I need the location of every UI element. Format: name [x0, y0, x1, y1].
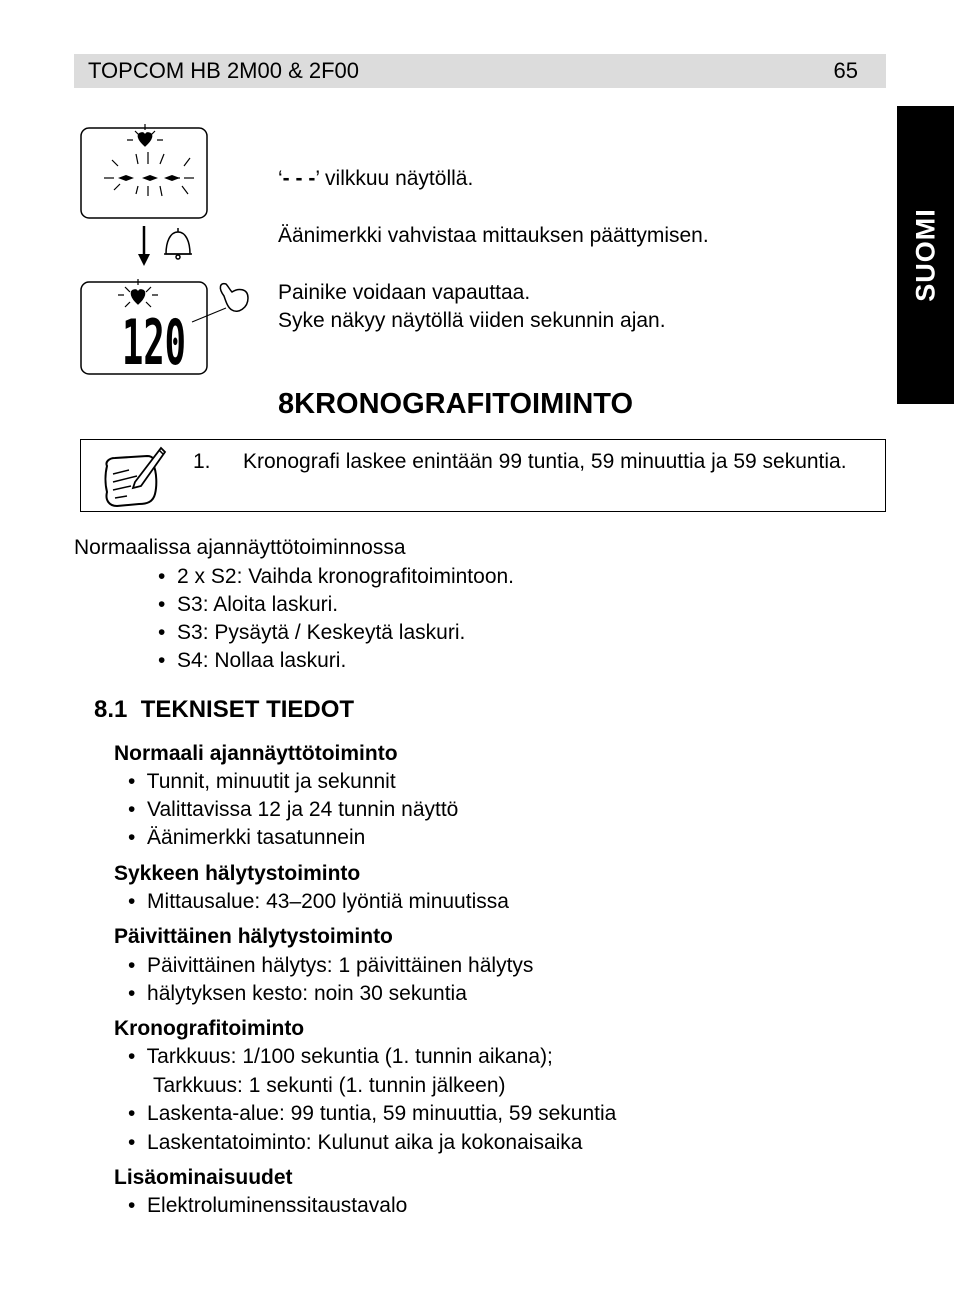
spec-item: • Laskenta-alue: 99 tuntia, 59 minuuttia, 59 sekuntia — [128, 1102, 617, 1125]
spec-item-continuation: Tarkkuus: 1 sekunti (1. tunnin jälkeen) — [153, 1074, 506, 1097]
intro-text: Normaalissa ajannäyttötoiminnossa — [74, 536, 406, 559]
step-blink-text: ‘- - -’ vilkkuu näytöllä. — [278, 167, 474, 190]
display-reading: 120 — [122, 306, 186, 379]
subsection-heading: 8.1 TEKNISET TIEDOT — [94, 696, 355, 723]
note-number: 1. — [193, 450, 211, 473]
language-tab-label: SUOMI — [910, 208, 940, 302]
spec-heading: Sykkeen hälytystoiminto — [114, 862, 361, 885]
spec-heading: Lisäominaisuudet — [114, 1166, 293, 1189]
spec-item: • Äänimerkki tasatunnein — [128, 826, 366, 849]
list-item: • S4: Nollaa laskuri. — [158, 649, 347, 672]
note-box — [80, 439, 886, 512]
list-item: • 2 x S2: Vaihda kronografitoimintoon. — [158, 565, 515, 588]
finger-icon — [220, 284, 248, 312]
heart-rate-display-illustration — [78, 118, 258, 380]
spec-item: • Valittavissa 12 ja 24 tunnin näyttö — [128, 798, 459, 821]
step-beep-text: Äänimerkki vahvistaa mittauksen päättymisen. — [278, 224, 709, 247]
spec-item: • Tunnit, minuutit ja sekunnit — [128, 770, 396, 793]
spec-item: • hälytyksen kesto: noin 30 sekuntia — [128, 982, 467, 1005]
header-title: TOPCOM HB 2M00 & 2F00 — [88, 58, 360, 83]
note-text: Kronografi laskee enintään 99 tuntia, 59 minuuttia ja 59 sekuntia. — [243, 450, 847, 473]
blinking-dashes-icon — [104, 152, 194, 196]
spec-heading: Päivittäinen hälytystoiminto — [114, 925, 393, 948]
page-number: 65 — [833, 58, 858, 83]
section-heading: 8KRONOGRAFITOIMINTO — [278, 388, 634, 420]
list-item: • S3: Aloita laskuri. — [158, 593, 339, 616]
note-pencil-icon — [99, 444, 169, 510]
spec-heading: Normaali ajannäyttötoiminto — [114, 742, 398, 765]
language-tab — [897, 106, 954, 404]
spec-item: • Tarkkuus: 1/100 sekuntia (1. tunnin aikana); — [128, 1045, 553, 1068]
spec-item: • Laskentatoiminto: Kulunut aika ja kokonaisaika — [128, 1131, 583, 1154]
spec-heading: Kronografitoiminto — [114, 1017, 305, 1040]
page-header — [74, 54, 886, 88]
blink-dashes: - - - — [282, 167, 316, 190]
bell-icon — [164, 228, 192, 259]
spec-item: • Elektroluminenssitaustavalo — [128, 1194, 408, 1217]
spec-item: • Päivittäinen hälytys: 1 päivittäinen hälytys — [128, 954, 534, 977]
heart-icon — [118, 279, 158, 307]
down-arrow-icon — [138, 226, 150, 266]
step-pulse-text: Syke näkyy näytöllä viiden sekunnin ajan. — [278, 309, 666, 332]
list-item: • S3: Pysäytä / Keskeytä laskuri. — [158, 621, 466, 644]
step-release-text: Painike voidaan vapauttaa. — [278, 281, 531, 304]
spec-item: • Mittausalue: 43–200 lyöntiä minuutissa — [128, 890, 509, 913]
